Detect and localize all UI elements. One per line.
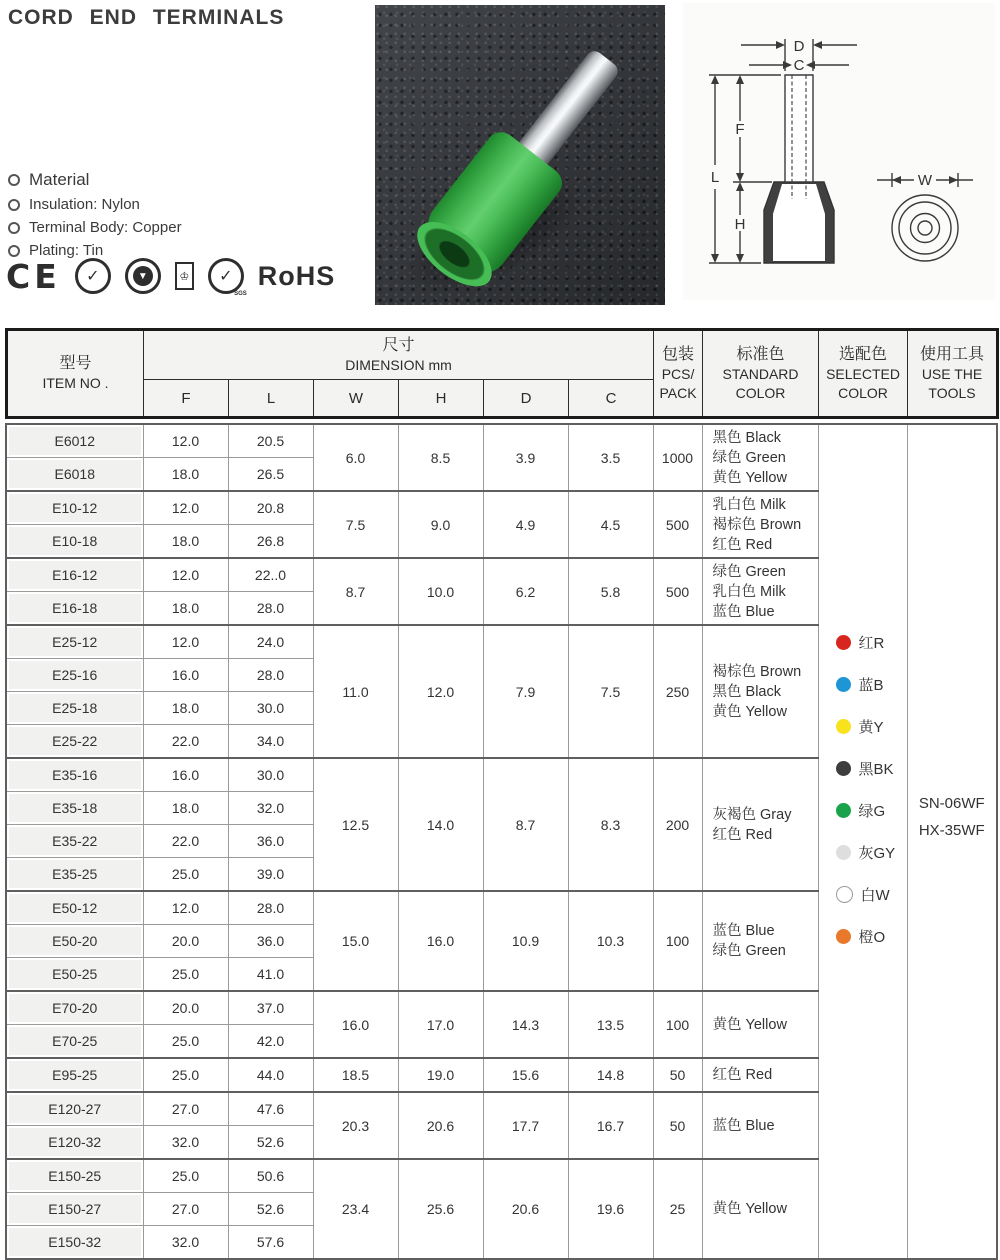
dim-c-group-cell: 5.8	[568, 558, 653, 625]
tools-list	[908, 790, 997, 844]
header-standard-color-zh: 标准色	[736, 345, 785, 363]
dim-d-group-cell: 8.7	[483, 758, 568, 891]
color-dot-icon	[836, 886, 853, 903]
bullet-icon	[8, 199, 20, 211]
dim-f-cell: 12.0	[143, 491, 228, 525]
dim-f-cell: 18.0	[143, 525, 228, 559]
dim-h-group-cell: 25.6	[398, 1159, 483, 1259]
dim-f-cell: 18.0	[143, 458, 228, 492]
standard-color-cell	[702, 1159, 818, 1259]
dim-f-cell: 25.0	[143, 858, 228, 892]
dim-w-group-cell: 18.5	[313, 1058, 398, 1092]
header-col-l: L	[229, 380, 314, 418]
dim-h-group-cell: 8.5	[398, 424, 483, 491]
dim-l-cell: 32.0	[228, 792, 313, 825]
item-no-cell: E35-25	[6, 858, 143, 892]
item-no-cell: E16-18	[6, 592, 143, 626]
standard-color-line: 乳白色 Milk	[712, 583, 786, 600]
selected-color-option	[836, 631, 885, 653]
header-col-c: C	[569, 380, 654, 418]
standard-color-line: 绿色 Green	[712, 943, 786, 959]
header-tools-zh: 使用工具	[920, 345, 985, 363]
dim-f-cell: 32.0	[143, 1126, 228, 1160]
header-selected-color-en1: SELECTED	[826, 365, 900, 382]
color-label: 白W	[860, 886, 890, 904]
ukas-badge-icon: ♔	[175, 262, 194, 290]
header-item-no-en: ITEM NO .	[42, 375, 109, 391]
item-no-cell: E16-12	[6, 558, 143, 592]
standard-color-line: 蓝色 Blue	[712, 923, 775, 939]
dim-label-h: H	[734, 216, 746, 233]
header-selected-color-zh: 选配色	[839, 345, 888, 363]
pack-cell: 100	[653, 991, 702, 1058]
material-item: Plating: Tin	[29, 242, 104, 259]
dim-f-cell: 20.0	[143, 991, 228, 1025]
dim-l-cell: 20.5	[228, 424, 313, 458]
header-col-w: W	[314, 380, 399, 418]
material-section	[8, 170, 182, 265]
header-tools	[908, 330, 998, 418]
selected-color-option	[836, 673, 884, 695]
color-label: 绿G	[858, 802, 886, 820]
dim-f-cell: 27.0	[143, 1193, 228, 1226]
item-no-cell: E35-18	[6, 792, 143, 825]
dim-label-f: F	[735, 121, 745, 138]
pack-cell: 500	[653, 491, 702, 558]
standard-color-line: 黄色 Yellow	[712, 469, 787, 486]
standard-color-line: 绿色 Green	[712, 563, 786, 580]
pack-cell: 200	[653, 758, 702, 891]
item-no-cell: E10-12	[6, 491, 143, 525]
material-item-row	[8, 196, 182, 213]
standard-color-line: 乳白色 Milk	[712, 496, 786, 513]
dim-label-w: W	[917, 172, 933, 189]
standard-color-cell	[702, 491, 818, 558]
tool-name: SN-06WF	[918, 795, 985, 812]
standard-color-line: 黄色 Yellow	[712, 703, 787, 720]
material-item: Terminal Body: Copper	[29, 219, 182, 236]
dim-l-cell: 28.0	[228, 592, 313, 626]
standard-color-line: 红色 Red	[712, 1067, 773, 1083]
standard-color-line: 红色 Red	[712, 826, 773, 843]
dim-d-group-cell: 3.9	[483, 424, 568, 491]
selected-color-list	[819, 631, 907, 947]
standard-color-cell	[702, 558, 818, 625]
selected-color-option	[836, 883, 890, 905]
header-tools-en1: USE THE	[921, 365, 983, 382]
header-pack-zh: 包装	[662, 345, 695, 363]
material-item-row	[8, 219, 182, 236]
dim-c-group-cell: 19.6	[568, 1159, 653, 1259]
item-no-cell: E50-20	[6, 925, 143, 958]
item-no-cell: E25-18	[6, 692, 143, 725]
item-no-cell: E150-27	[6, 1193, 143, 1226]
dim-label-l: L	[710, 169, 720, 186]
dim-d-group-cell: 17.7	[483, 1092, 568, 1159]
dim-h-group-cell: 20.6	[398, 1092, 483, 1159]
tool-name: HX-35WF	[918, 822, 985, 839]
item-no-cell: E6018	[6, 458, 143, 492]
dim-l-cell: 26.5	[228, 458, 313, 492]
color-dot-icon	[836, 719, 851, 734]
header-dimension-en: DIMENSION mm	[345, 356, 452, 373]
color-dot-icon	[836, 761, 851, 776]
terminal-pin	[517, 48, 622, 168]
header-selected-color	[819, 330, 908, 418]
dim-l-cell: 44.0	[228, 1058, 313, 1092]
pack-cell: 50	[653, 1092, 702, 1159]
pack-cell: 500	[653, 558, 702, 625]
dim-f-cell: 12.0	[143, 558, 228, 592]
selected-color-option	[836, 757, 894, 779]
color-label: 黑BK	[858, 760, 894, 778]
dim-l-cell: 28.0	[228, 659, 313, 692]
pack-cell: 25	[653, 1159, 702, 1259]
dim-l-cell: 42.0	[228, 1025, 313, 1059]
dim-f-cell: 18.0	[143, 692, 228, 725]
standard-color-cell	[702, 1092, 818, 1159]
dim-h-group-cell: 17.0	[398, 991, 483, 1058]
item-no-cell: E35-16	[6, 758, 143, 792]
material-heading-row	[8, 170, 182, 190]
item-no-cell: E70-25	[6, 1025, 143, 1059]
dim-l-cell: 37.0	[228, 991, 313, 1025]
dim-f-cell: 25.0	[143, 1025, 228, 1059]
color-label: 黄Y	[858, 718, 884, 736]
dim-c-group-cell: 7.5	[568, 625, 653, 758]
dim-l-cell: 28.0	[228, 891, 313, 925]
item-no-cell: E25-12	[6, 625, 143, 659]
bullet-icon	[8, 245, 20, 257]
dim-l-cell: 30.0	[228, 758, 313, 792]
header-item-no-zh: 型号	[59, 355, 92, 372]
header-dimension-zh: 尺寸	[382, 336, 415, 354]
header-dimension	[144, 330, 654, 380]
dim-f-cell: 22.0	[143, 825, 228, 858]
color-dot-icon	[836, 929, 851, 944]
item-no-cell: E10-18	[6, 525, 143, 559]
header-pack	[654, 330, 703, 418]
dim-l-cell: 30.0	[228, 692, 313, 725]
header-standard-color-en1: STANDARD	[722, 365, 799, 382]
rohs-logo: RoHS	[257, 260, 336, 291]
standard-color-line: 黄色 Yellow	[712, 1201, 787, 1217]
selected-color-option	[836, 799, 886, 821]
pack-cell: 100	[653, 891, 702, 991]
dim-w-group-cell: 23.4	[313, 1159, 398, 1259]
ce-mark-icon: CE	[6, 256, 61, 296]
dim-f-cell: 18.0	[143, 592, 228, 626]
dim-l-cell: 57.6	[228, 1226, 313, 1260]
standard-color-line: 灰褐色 Gray	[712, 806, 792, 823]
dim-f-cell: 16.0	[143, 659, 228, 692]
dim-l-cell: 41.0	[228, 958, 313, 992]
color-label: 灰GY	[858, 844, 896, 862]
dim-c-group-cell: 3.5	[568, 424, 653, 491]
item-no-cell: E6012	[6, 424, 143, 458]
material-heading: Material	[29, 170, 90, 189]
selected-color-cell	[818, 424, 907, 1259]
color-dot-icon	[836, 635, 851, 650]
dim-l-cell: 24.0	[228, 625, 313, 659]
dim-l-cell: 22..0	[228, 558, 313, 592]
standard-color-cell	[702, 758, 818, 891]
dim-w-group-cell: 7.5	[313, 491, 398, 558]
dim-d-group-cell: 7.9	[483, 625, 568, 758]
dim-w-group-cell: 12.5	[313, 758, 398, 891]
dim-h-group-cell: 10.0	[398, 558, 483, 625]
item-no-cell: E25-16	[6, 659, 143, 692]
dim-f-cell: 16.0	[143, 758, 228, 792]
dim-l-cell: 36.0	[228, 925, 313, 958]
material-item: Insulation: Nylon	[29, 196, 140, 213]
standard-color-line: 蓝色 Blue	[712, 1117, 775, 1134]
dim-f-cell: 27.0	[143, 1092, 228, 1126]
dim-w-group-cell: 16.0	[313, 991, 398, 1058]
certification-row	[6, 256, 335, 296]
selected-color-option	[836, 925, 886, 947]
weee-badge-icon: ✓	[75, 258, 111, 294]
dim-l-cell: 20.8	[228, 491, 313, 525]
standard-color-line: 绿色 Green	[712, 449, 786, 466]
standard-color-cell	[702, 1058, 818, 1092]
item-no-cell: E25-22	[6, 725, 143, 759]
dim-l-cell: 47.6	[228, 1092, 313, 1126]
dim-label-d: D	[793, 38, 805, 55]
bullet-icon	[8, 174, 20, 186]
standard-color-line: 黑色 Black	[712, 683, 781, 700]
item-no-cell: E120-32	[6, 1126, 143, 1160]
dim-h-group-cell: 12.0	[398, 625, 483, 758]
dim-w-group-cell: 8.7	[313, 558, 398, 625]
dim-d-group-cell: 20.6	[483, 1159, 568, 1259]
dim-f-cell: 25.0	[143, 958, 228, 992]
dim-h-group-cell: 14.0	[398, 758, 483, 891]
dim-l-cell: 26.8	[228, 525, 313, 559]
item-no-cell: E50-25	[6, 958, 143, 992]
standard-color-cell	[702, 424, 818, 491]
header-pack-en1: PCS/	[661, 365, 695, 382]
color-dot-icon	[836, 803, 851, 818]
bullet-icon	[8, 222, 20, 234]
item-no-cell: E50-12	[6, 891, 143, 925]
dim-l-cell: 39.0	[228, 858, 313, 892]
item-no-cell: E120-27	[6, 1092, 143, 1126]
header-item-no	[7, 330, 144, 418]
color-label: 蓝B	[858, 676, 884, 694]
standard-color-cell	[702, 991, 818, 1058]
dim-f-cell: 25.0	[143, 1159, 228, 1193]
dim-c-group-cell: 8.3	[568, 758, 653, 891]
dim-h-group-cell: 16.0	[398, 891, 483, 991]
tools-cell	[907, 424, 997, 1259]
table-row	[6, 424, 997, 458]
color-label: 橙O	[858, 928, 886, 946]
dim-c-group-cell: 14.8	[568, 1058, 653, 1092]
terminal-assembly	[401, 22, 654, 299]
pack-cell: 50	[653, 1058, 702, 1092]
standard-color-line: 黄色 Yellow	[712, 1016, 787, 1033]
item-no-cell: E35-22	[6, 825, 143, 858]
dim-l-cell: 34.0	[228, 725, 313, 759]
standard-color-line: 红色 Red	[712, 536, 773, 553]
standard-color-cell	[702, 891, 818, 991]
item-no-cell: E70-20	[6, 991, 143, 1025]
dim-w-group-cell: 11.0	[313, 625, 398, 758]
dim-d-group-cell: 4.9	[483, 491, 568, 558]
selected-color-option	[836, 715, 884, 737]
dim-h-group-cell: 19.0	[398, 1058, 483, 1092]
dim-f-cell: 12.0	[143, 424, 228, 458]
dim-d-group-cell: 10.9	[483, 891, 568, 991]
color-dot-icon	[836, 677, 851, 692]
dim-l-cell: 52.6	[228, 1193, 313, 1226]
dim-w-group-cell: 15.0	[313, 891, 398, 991]
dim-f-cell: 20.0	[143, 925, 228, 958]
standard-color-line: 黑色 Black	[712, 429, 781, 446]
spec-table-header	[5, 328, 999, 419]
color-dot-icon	[836, 845, 851, 860]
dim-l-cell: 36.0	[228, 825, 313, 858]
standard-color-line: 褐棕色 Brown	[712, 663, 802, 680]
dim-f-cell: 32.0	[143, 1226, 228, 1260]
sgs-badge-icon: ✓ SGS	[208, 258, 244, 294]
header-pack-en2: PACK	[659, 384, 697, 401]
dim-f-cell: 18.0	[143, 792, 228, 825]
standard-color-line: 褐棕色 Brown	[712, 516, 802, 533]
page-title: CORD END TERMINALS	[8, 6, 285, 29]
dimension-diagram	[683, 3, 995, 300]
header-col-f: F	[144, 380, 229, 418]
item-no-cell: E150-32	[6, 1226, 143, 1260]
dim-c-group-cell: 13.5	[568, 991, 653, 1058]
standard-color-line: 蓝色 Blue	[712, 603, 775, 620]
header-tools-en2: TOOLS	[928, 384, 976, 401]
header-selected-color-en2: COLOR	[838, 384, 888, 401]
pack-cell: 250	[653, 625, 702, 758]
dim-f-cell: 25.0	[143, 1058, 228, 1092]
header-standard-color	[703, 330, 819, 418]
selected-color-option	[836, 841, 896, 863]
dim-w-group-cell: 6.0	[313, 424, 398, 491]
dim-c-group-cell: 10.3	[568, 891, 653, 991]
pack-cell: 1000	[653, 424, 702, 491]
item-no-cell: E95-25	[6, 1058, 143, 1092]
header-col-d: D	[484, 380, 569, 418]
dim-l-cell: 52.6	[228, 1126, 313, 1160]
dim-d-group-cell: 14.3	[483, 991, 568, 1058]
spec-table-body	[5, 423, 998, 1260]
dim-label-c: C	[793, 57, 805, 74]
dim-h-group-cell: 9.0	[398, 491, 483, 558]
dim-f-cell: 12.0	[143, 625, 228, 659]
dim-d-group-cell: 6.2	[483, 558, 568, 625]
color-label: 红R	[858, 634, 885, 652]
header-standard-color-en2: COLOR	[735, 384, 786, 401]
dim-f-cell: 12.0	[143, 891, 228, 925]
dim-l-cell: 50.6	[228, 1159, 313, 1193]
standard-color-cell	[702, 625, 818, 758]
dim-c-group-cell: 4.5	[568, 491, 653, 558]
dim-f-cell: 22.0	[143, 725, 228, 759]
product-photo	[375, 5, 665, 305]
dim-c-group-cell: 16.7	[568, 1092, 653, 1159]
quality-badge-icon: ▼	[125, 258, 161, 294]
dim-w-group-cell: 20.3	[313, 1092, 398, 1159]
dim-d-group-cell: 15.6	[483, 1058, 568, 1092]
item-no-cell: E150-25	[6, 1159, 143, 1193]
header-col-h: H	[399, 380, 484, 418]
